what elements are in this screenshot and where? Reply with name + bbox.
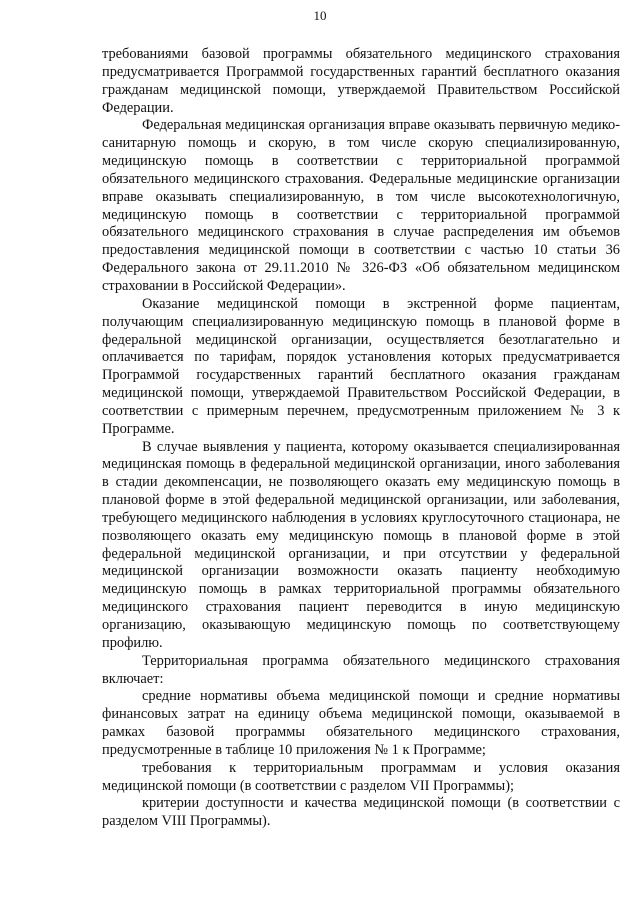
page-number: 10 (313, 8, 327, 23)
paragraph-federal-organization-rights: Федеральная медицинская организация вправе оказывать первичную медико-санитарную помощь и скорую, в том числе скорую специализированную, медицинскую помощь в соответствии с территориальной программой обязательного медицинского страхования. Федеральные медицинские организации вправе оказывать специализированную, в том числе высокотехнологичную, медицинскую помощь в соответствии с территориальной программой обязательного медицинского страхования в случае распределения им объемов предоставления медицинской помощи в соответствии с частью 10 статьи 36 Федерального закона от 29.11.2010 № 326-ФЗ «Об обязательном медицинском страховании в Российской Федерации». (102, 117, 620, 294)
paragraph-emergency-care-payment: Оказание медицинской помощи в экстренной форме пациентам, получающим специализированную медицинскую помощь в плановой форме в федеральной медицинской организации, осуществляется безотлагательно и оплачивается по тарифам, порядок установления которых предусматривается Программой государственных гарантий бесплатного оказания гражданам медицинской помощи, утверждаемой Правительством Российской Федерации, в соответствии с примерным перечнем, предусмотренным приложением № 3 к Программе. (102, 295, 620, 437)
document-body (102, 46, 620, 831)
list-item-average-norms: средние нормативы объема медицинской помощи и средние нормативы финансовых затрат на единицу объема медицинской помощи, оказываемой в рамках базовой программы обязательного медицинского страхования, предусмотренные в таблице 10 приложения № 1 к Программе; (102, 688, 620, 758)
paragraph-base-program-continuation: требованиями базовой программы обязательного медицинского страхования предусматривается Программой государственных гарантий бесплатного оказания гражданам медицинской помощи, утверждаемой Правительством Российской Федерации. (102, 46, 620, 116)
list-item-criteria: критерии доступности и качества медицинской помощи (в соответствии с разделом VIII Программы). (102, 795, 620, 830)
list-item-requirements: требования к территориальным программам и условия оказания медицинской помощи (в соответствии с разделом VII Программы); (102, 759, 620, 794)
paragraph-patient-transfer: В случае выявления у пациента, которому оказывается специализированная медицинская помощь в федеральной медицинской организации, иного заболевания в стадии декомпенсации, не позволяющего оказать ему медицинскую помощь в плановой форме в этой федеральной медицинской организации, или заболевания, требующего медицинского наблюдения в условиях круглосуточного стационара, не позволяющего оказать ему медицинскую помощь в плановой форме в этой федеральной медицинской организации, и при отсутствии у федеральной медицинской организации возможности оказать пациенту необходимую медицинскую помощь в рамках территориальной программы обязательного медицинского страхования пациент переводится в иную медицинскую организацию, оказывающую медицинскую помощь по соответствующему профилю. (102, 438, 620, 651)
paragraph-territorial-program-includes: Территориальная программа обязательного медицинского страхования включает: (102, 652, 620, 687)
